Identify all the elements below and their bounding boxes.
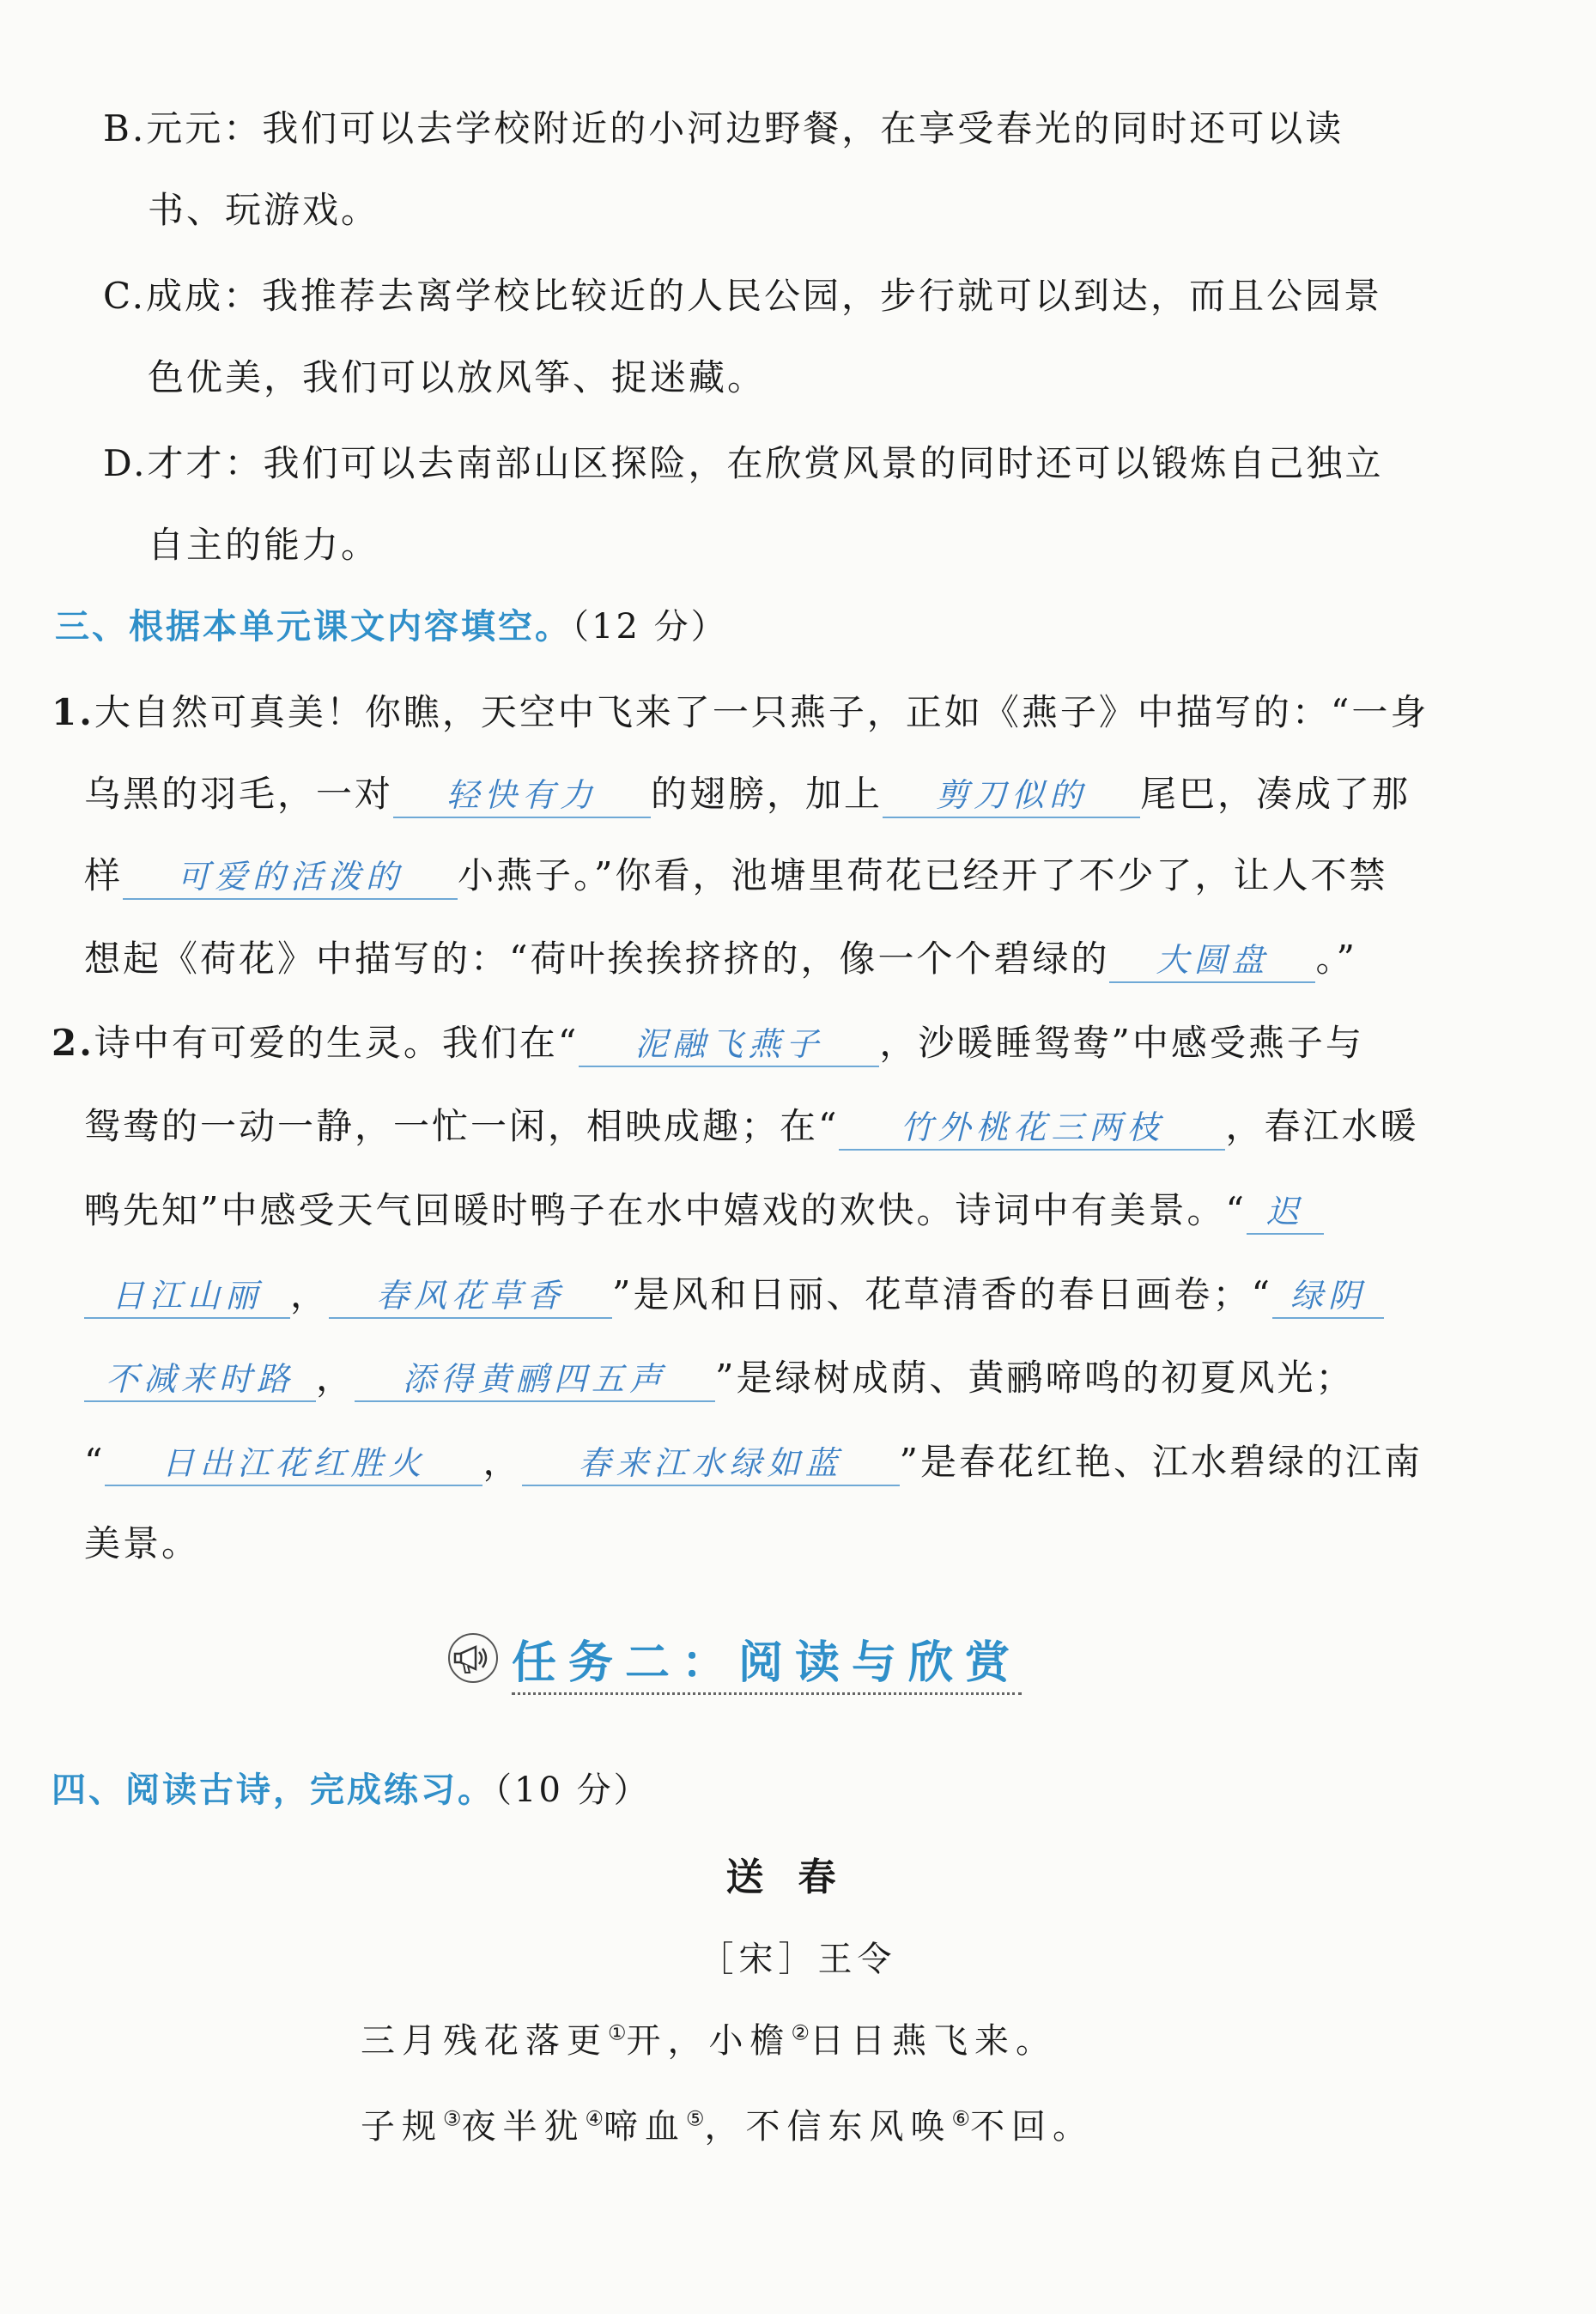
q2-text-2b: ，春江水暖 (1225, 1105, 1419, 1147)
poem-line-2 (361, 2099, 1094, 2148)
section-three-title: 三、根据本单元课文内容填空。 (55, 607, 572, 647)
q1-text-1: 大自然可真美！你瞧，天空中飞来了一只燕子，正如《燕子》中描写的：“一身 (94, 691, 1429, 733)
footnote-4: ④ (585, 2106, 604, 2131)
q2-text-1a: 诗中有可爱的生灵。我们在“ (94, 1022, 580, 1064)
q1-line-4 (84, 933, 1357, 985)
poem-text-2b: 夜半犹 (461, 2107, 586, 2147)
poem-text-1b: 开，小檐 (626, 2021, 792, 2061)
q1-text-2a: 乌黑的羽毛，一对 (84, 773, 394, 815)
footnote-2: ② (791, 2020, 810, 2045)
poem-line-1 (361, 2013, 1057, 2062)
megaphone-icon (446, 1631, 500, 1700)
q2-text-4b: ”是风和日丽、花草清香的春日画卷；“ (612, 1273, 1272, 1315)
poem-text-2e: 不回。 (970, 2107, 1095, 2147)
section-three-score: （12 分） (572, 607, 728, 647)
q2-text-1b: ，沙暖睡鸳鸯”中感受燕子与 (879, 1022, 1364, 1064)
poem-author: ［宋］王令 (699, 1940, 897, 1979)
q1-answer-1: 轻快有力 (393, 774, 651, 818)
q2-line-5 (84, 1352, 1355, 1404)
q2-text-5b: ”是绿树成荫、黄鹂啼鸣的初夏风光； (715, 1357, 1355, 1399)
q2-text-6b: ， (482, 1441, 522, 1483)
option-b-line-1: B.元元：我们可以去学校附近的小河边野餐，在享受春光的同时还可以读 (103, 107, 1344, 149)
option-b-line-2: 书、玩游戏。 (148, 189, 380, 231)
q1-answer-2: 剪刀似的 (883, 774, 1140, 818)
q2-text-5a: ， (316, 1357, 355, 1399)
q2-text-2a: 鸳鸯的一动一静，一忙一闲，相映成趣；在“ (84, 1105, 840, 1147)
poem-text-1a: 三月残花落更 (361, 2021, 608, 2061)
q2-line-2 (84, 1101, 1419, 1152)
section-four-title: 四、阅读古诗，完成练习。 (52, 1770, 495, 1810)
q1-answer-3: 可爱的活泼的 (123, 855, 458, 900)
q2-text-4a: ， (290, 1273, 330, 1315)
q2-answer-6: 添得黄鹂四五声 (355, 1357, 715, 1402)
q1-text-4b: 。” (1315, 938, 1357, 980)
q2-line-7: 美景。 (84, 1522, 201, 1564)
option-d-line-2: 自主的能力。 (148, 524, 380, 566)
q2-answer-2: 竹外桃花三两枝 (839, 1106, 1225, 1151)
poem-text-1c: 日日燕飞来。 (810, 2021, 1058, 2061)
option-c-line-2: 色优美，我们可以放风筝、捉迷藏。 (148, 356, 767, 398)
option-c-line-1: C.成成：我推荐去离学校比较近的人民公园，步行就可以到达，而且公园景 (103, 275, 1382, 317)
q2-answer-7: 日出江花红胜火 (105, 1442, 482, 1486)
q1-text-2c: 尾巴，凑成了那 (1140, 773, 1411, 815)
footnote-1: ① (608, 2020, 627, 2045)
footnote-6: ⑥ (951, 2106, 971, 2131)
q2-text-6c: ”是春花红艳、江水碧绿的江南 (899, 1441, 1423, 1483)
q2-line-6 (84, 1436, 1423, 1488)
q1-text-3b: 小燕子。”你看，池塘里荷花已经开了不少了，让人不禁 (458, 854, 1388, 896)
q2-answer-3b: 日江山丽 (84, 1274, 290, 1319)
q2-text-3a: 鸭先知”中感受天气回暖时鸭子在水中嬉戏的欢快。诗词中有美景。“ (84, 1189, 1247, 1231)
poem-text-2a: 子规 (361, 2107, 443, 2147)
q2-answer-4: 春风花草香 (329, 1274, 612, 1319)
poem-text-2c: 啼血 (604, 2107, 687, 2147)
q1-line-1 (52, 687, 1429, 738)
q2-line-1 (52, 1017, 1364, 1069)
poem-text-2d: ，不信东风唤 (704, 2107, 952, 2147)
q1-answer-4: 大圆盘 (1109, 938, 1315, 983)
q2-answer-1: 泥融飞燕子 (579, 1023, 879, 1067)
q2-answer-5a: 绿阴 (1272, 1274, 1384, 1319)
section-four-score: （10 分） (495, 1770, 651, 1810)
task-two-banner (446, 1631, 1022, 1700)
q1-line-3 (84, 850, 1388, 902)
q1-number: 1. (52, 691, 94, 733)
q2-answer-5b: 不减来时路 (84, 1357, 316, 1402)
q2-line-3 (84, 1185, 1324, 1236)
footnote-5: ⑤ (686, 2106, 705, 2131)
poem-title: 送春 (725, 1855, 871, 1899)
q2-line-4 (84, 1269, 1384, 1321)
q2-answer-3a: 迟 (1247, 1190, 1324, 1235)
section-three-heading (55, 601, 728, 653)
task-two-title: 任务二：阅读与欣赏 (512, 1637, 1022, 1695)
q2-answer-8: 春来江水绿如蓝 (522, 1442, 900, 1486)
section-four-heading (52, 1764, 651, 1816)
footnote-3: ③ (443, 2106, 462, 2131)
q2-number: 2. (52, 1022, 94, 1064)
q1-line-2 (84, 768, 1411, 820)
q1-text-4a: 想起《荷花》中描写的：“荷叶挨挨挤挤的，像一个个碧绿的 (84, 938, 1110, 980)
q1-text-2b: 的翅膀，加上 (651, 773, 883, 815)
q1-text-3a: 样 (84, 854, 124, 896)
option-d-line-1: D.才才：我们可以去南部山区探险，在欣赏风景的同时还可以锻炼自己独立 (103, 442, 1384, 484)
q2-text-6a: “ (84, 1441, 106, 1483)
